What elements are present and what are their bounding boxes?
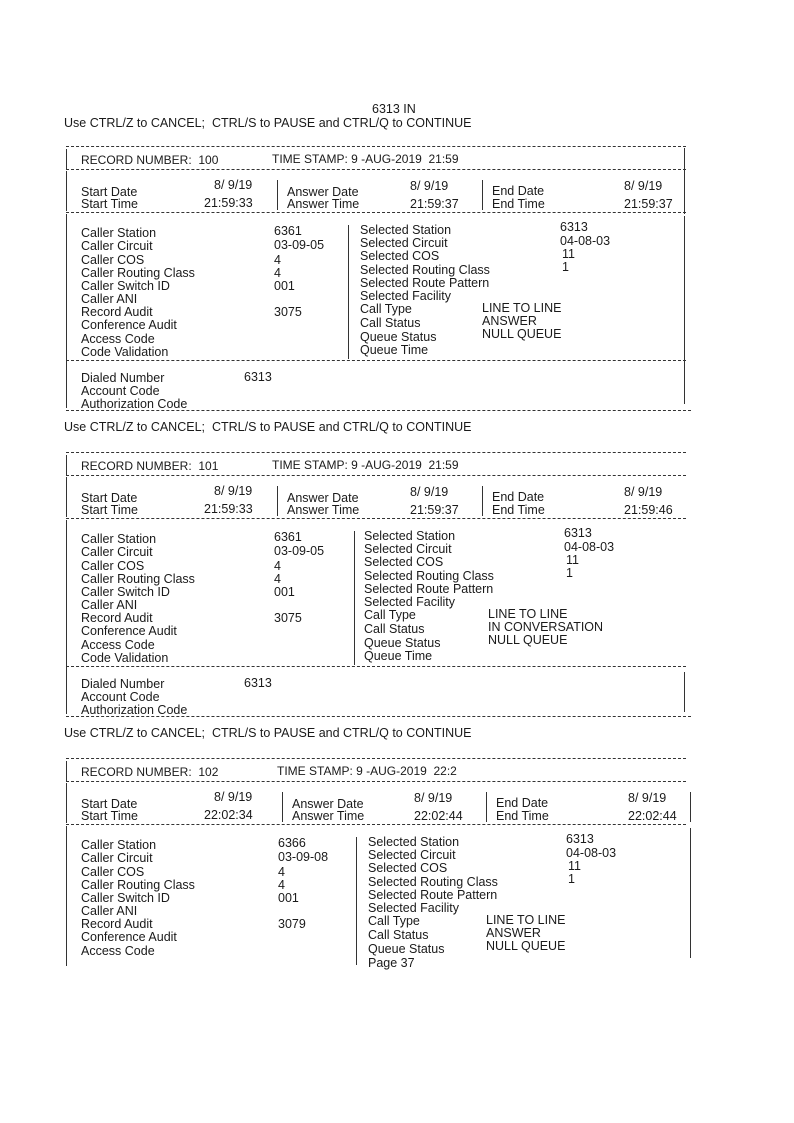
end-time-label: End Time: [496, 809, 549, 823]
account-code-label: Account Code: [81, 690, 160, 704]
code-validation-label: Code Validation: [81, 345, 169, 359]
selected-cos-label: Selected COS: [360, 249, 440, 263]
call-record: [64, 758, 691, 968]
selected-circuit-label: Selected Circuit: [368, 848, 456, 862]
record-number-label: RECORD NUMBER:: [81, 765, 192, 779]
caller-routing-class-label: Caller Routing Class: [81, 266, 195, 280]
queue-status-label: Queue Status: [368, 942, 445, 956]
end-date: 8/ 9/19: [624, 179, 663, 193]
caller-routing-class: 4: [274, 572, 281, 586]
answer-date-label: Answer Date: [287, 185, 359, 199]
start-date: 8/ 9/19: [214, 178, 253, 192]
caller-circuit: 03-09-05: [274, 238, 325, 252]
answer-time: 21:59:37: [410, 197, 459, 211]
end-time: 21:59:46: [624, 503, 673, 517]
call-type: LINE TO LINE: [488, 607, 568, 621]
selected-facility-label: Selected Facility: [360, 289, 452, 303]
caller-cos-label: Caller COS: [81, 559, 145, 573]
answer-time: 22:02:44: [414, 809, 463, 823]
selected-circuit-label: Selected Circuit: [360, 236, 448, 250]
caller-station: 6361: [274, 530, 302, 544]
selected-facility-label: Selected Facility: [368, 901, 460, 915]
caller-circuit-label: Caller Circuit: [81, 545, 153, 559]
selected-station: 6313: [560, 220, 588, 234]
selected-routing-class-label: Selected Routing Class: [364, 569, 494, 583]
time-stamp: 9 -AUG-2019 21:59: [351, 152, 459, 166]
record-number-label: RECORD NUMBER:: [81, 459, 192, 473]
call-status-label: Call Status: [368, 928, 429, 942]
authorization-code-label: Authorization Code: [81, 703, 188, 717]
time-stamp-label: TIME STAMP:: [272, 152, 348, 166]
selected-circuit-label: Selected Circuit: [364, 542, 452, 556]
caller-switch-id: 001: [278, 891, 299, 905]
caller-routing-class: 4: [274, 266, 281, 280]
caller-ani-label: Caller ANI: [81, 598, 138, 612]
end-time: 21:59:37: [624, 197, 673, 211]
start-date: 8/ 9/19: [214, 790, 253, 804]
end-date-label: End Date: [496, 796, 549, 810]
end-date-label: End Date: [492, 184, 545, 198]
answer-date: 8/ 9/19: [414, 791, 453, 805]
selected-routing-class-label: Selected Routing Class: [368, 875, 498, 889]
dialed-number-label: Dialed Number: [81, 677, 165, 691]
end-date: 8/ 9/19: [624, 485, 663, 499]
selected-cos-label: Selected COS: [368, 861, 448, 875]
caller-cos: 4: [274, 559, 281, 573]
call-type: LINE TO LINE: [482, 301, 562, 315]
end-date-label: End Date: [492, 490, 545, 504]
conference-audit-label: Conference Audit: [81, 624, 177, 638]
call-status-label: Call Status: [360, 316, 421, 330]
caller-circuit-label: Caller Circuit: [81, 239, 153, 253]
selected-station-label: Selected Station: [360, 223, 452, 237]
call-record: [64, 146, 691, 411]
selected-circuit: 04-08-03: [566, 846, 617, 860]
end-time-label: End Time: [492, 197, 545, 211]
start-time: 21:59:33: [204, 196, 253, 210]
queue-time-label: Queue Time: [364, 649, 433, 663]
selected-cos: 11: [568, 859, 581, 873]
conference-audit-label: Conference Audit: [81, 930, 177, 944]
caller-switch-id: 001: [274, 279, 295, 293]
answer-time: 21:59:37: [410, 503, 459, 517]
page-number: Page 37: [368, 956, 415, 970]
answer-date-label: Answer Date: [292, 797, 364, 811]
selected-station-label: Selected Station: [364, 529, 456, 543]
end-time: 22:02:44: [628, 809, 677, 823]
caller-station-label: Caller Station: [81, 226, 157, 240]
time-stamp-label: TIME STAMP:: [277, 764, 353, 778]
conference-audit-label: Conference Audit: [81, 318, 177, 332]
selected-station-label: Selected Station: [368, 835, 460, 849]
answer-date: 8/ 9/19: [410, 485, 449, 499]
record-number: 100: [198, 153, 219, 167]
dialed-number: 6313: [244, 676, 272, 690]
start-date: 8/ 9/19: [214, 484, 253, 498]
caller-switch-id: 001: [274, 585, 295, 599]
access-code-label: Access Code: [81, 944, 155, 958]
selected-cos-label: Selected COS: [364, 555, 444, 569]
access-code-label: Access Code: [81, 332, 155, 346]
answer-time-label: Answer Time: [292, 809, 365, 823]
time-stamp: 9 -AUG-2019 21:59: [351, 458, 459, 472]
dialed-number: 6313: [244, 370, 272, 384]
selected-routing-class-label: Selected Routing Class: [360, 263, 490, 277]
start-time: 22:02:34: [204, 808, 253, 822]
end-time-label: End Time: [492, 503, 545, 517]
answer-date: 8/ 9/19: [410, 179, 449, 193]
caller-routing-class: 4: [278, 878, 285, 892]
selected-cos: 11: [566, 553, 579, 567]
caller-circuit: 03-09-08: [278, 850, 329, 864]
selected-routing-class: 1: [568, 872, 575, 886]
record-audit: 3075: [274, 611, 302, 625]
selected-station: 6313: [564, 526, 592, 540]
call-status: ANSWER: [486, 926, 541, 940]
call-type: LINE TO LINE: [486, 913, 566, 927]
start-date-label: Start Date: [81, 491, 138, 505]
end-date: 8/ 9/19: [628, 791, 667, 805]
selected-routing-class: 1: [566, 566, 573, 580]
call-status: ANSWER: [482, 314, 537, 328]
call-status: IN CONVERSATION: [488, 620, 604, 634]
answer-date-label: Answer Date: [287, 491, 359, 505]
access-code-label: Access Code: [81, 638, 155, 652]
caller-station-label: Caller Station: [81, 838, 157, 852]
record-audit: 3075: [274, 305, 302, 319]
record-audit-label: Record Audit: [81, 611, 153, 625]
caller-cos-label: Caller COS: [81, 253, 145, 267]
caller-cos: 4: [278, 865, 285, 879]
selected-route-pattern-label: Selected Route Pattern: [360, 276, 490, 290]
selected-route-pattern-label: Selected Route Pattern: [364, 582, 494, 596]
start-time-label: Start Time: [81, 197, 138, 211]
account-code-label: Account Code: [81, 384, 160, 398]
caller-switch-id-label: Caller Switch ID: [81, 585, 170, 599]
selected-circuit: 04-08-03: [560, 234, 611, 248]
caller-switch-id-label: Caller Switch ID: [81, 891, 170, 905]
code-validation-label: Code Validation: [81, 651, 169, 665]
caller-ani-label: Caller ANI: [81, 292, 138, 306]
time-stamp: 9 -AUG-2019 22:2: [356, 764, 457, 778]
record-audit-label: Record Audit: [81, 305, 153, 319]
queue-status: NULL QUEUE: [488, 633, 568, 647]
call-type-label: Call Type: [364, 608, 416, 622]
queue-time-label: Queue Time: [360, 343, 429, 357]
record-audit-label: Record Audit: [81, 917, 153, 931]
caller-cos: 4: [274, 253, 281, 267]
caller-cos-label: Caller COS: [81, 865, 145, 879]
caller-routing-class-label: Caller Routing Class: [81, 572, 195, 586]
selected-route-pattern-label: Selected Route Pattern: [368, 888, 498, 902]
selected-cos: 11: [562, 247, 575, 261]
record-number: 101: [198, 459, 219, 473]
control-instructions: Use CTRL/Z to CANCEL; CTRL/S to PAUSE and CTRL/Q to CONTINUE: [64, 420, 472, 434]
start-date-label: Start Date: [81, 797, 138, 811]
call-type-label: Call Type: [360, 302, 412, 316]
call-record: [64, 452, 691, 717]
report-header: 6313 IN: [372, 102, 416, 116]
queue-status: NULL QUEUE: [482, 327, 562, 341]
caller-station-label: Caller Station: [81, 532, 157, 546]
caller-switch-id-label: Caller Switch ID: [81, 279, 170, 293]
caller-ani-label: Caller ANI: [81, 904, 138, 918]
record-audit: 3079: [278, 917, 306, 931]
authorization-code-label: Authorization Code: [81, 397, 188, 411]
control-instructions: Use CTRL/Z to CANCEL; CTRL/S to PAUSE and CTRL/Q to CONTINUE: [64, 116, 472, 130]
caller-station: 6366: [278, 836, 306, 850]
caller-station: 6361: [274, 224, 302, 238]
call-status-label: Call Status: [364, 622, 425, 636]
control-instructions: Use CTRL/Z to CANCEL; CTRL/S to PAUSE and CTRL/Q to CONTINUE: [64, 726, 472, 740]
queue-status-label: Queue Status: [364, 636, 441, 650]
dialed-number-label: Dialed Number: [81, 371, 165, 385]
caller-routing-class-label: Caller Routing Class: [81, 878, 195, 892]
time-stamp-label: TIME STAMP:: [272, 458, 348, 472]
start-date-label: Start Date: [81, 185, 138, 199]
queue-status-label: Queue Status: [360, 330, 437, 344]
caller-circuit: 03-09-05: [274, 544, 325, 558]
call-type-label: Call Type: [368, 914, 420, 928]
selected-circuit: 04-08-03: [564, 540, 615, 554]
answer-time-label: Answer Time: [287, 503, 360, 517]
selected-facility-label: Selected Facility: [364, 595, 456, 609]
start-time: 21:59:33: [204, 502, 253, 516]
selected-station: 6313: [566, 832, 594, 846]
answer-time-label: Answer Time: [287, 197, 360, 211]
selected-routing-class: 1: [562, 260, 569, 274]
caller-circuit-label: Caller Circuit: [81, 851, 153, 865]
start-time-label: Start Time: [81, 503, 138, 517]
start-time-label: Start Time: [81, 809, 138, 823]
record-number: 102: [198, 765, 219, 779]
record-number-label: RECORD NUMBER:: [81, 153, 192, 167]
queue-status: NULL QUEUE: [486, 939, 566, 953]
